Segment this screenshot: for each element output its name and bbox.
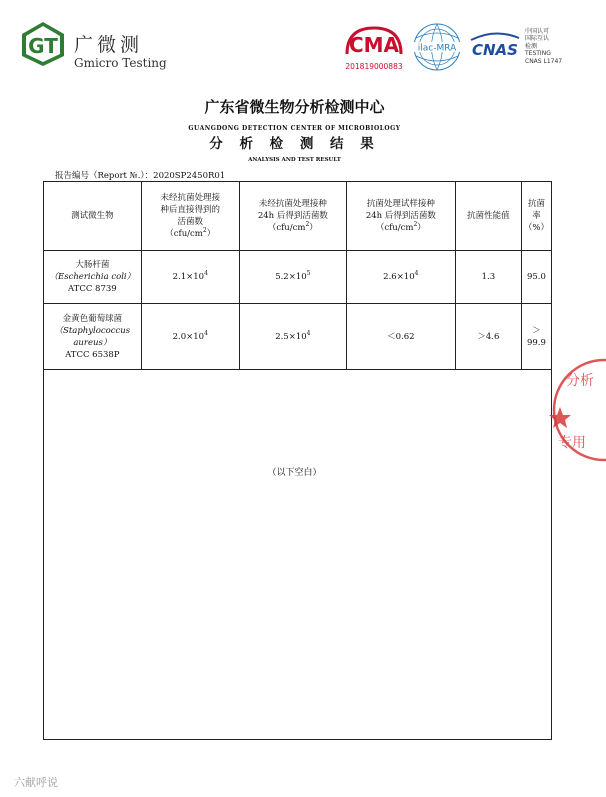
result-title-en: ANALYSIS AND TEST RESULT (248, 157, 341, 163)
gmicro-logo-icon (20, 21, 66, 67)
cnas-line: 国际互认 (525, 35, 550, 43)
antibacterial-value-cell: ＞4.6 (455, 304, 521, 370)
header-organism: 测试微生物 (44, 182, 142, 251)
antibacterial-rate-cell: ＞99.9 (521, 304, 551, 370)
blank-below-note: （以下空白） (267, 468, 322, 478)
header-treated-24h: 抗菌处理试样接种 24h 后得到活菌数 $(cfu/cm^2)$ (346, 182, 455, 251)
initial-count-cell: $2.1\times 10^4$ (141, 251, 239, 304)
control-24h-cell: $5.2\times 10^5$ (239, 251, 346, 304)
cnas-text: CNAS (472, 41, 518, 59)
cnas-line: CNAS L1747 (525, 57, 563, 65)
header-antibacterial-value: 抗菌性能值 (455, 182, 521, 251)
svg-text:专用: 专用 (558, 435, 586, 451)
cnas-line: TESTING (525, 50, 551, 58)
antibacterial-value-cell: 1.3 (455, 251, 521, 304)
center-title-en: GUANGDONG DETECTION CENTER OF MICROBIOLOGY (188, 125, 401, 132)
results-table (43, 181, 552, 370)
table-row (44, 251, 552, 304)
cma-mark (341, 24, 407, 72)
cnas-logo-icon (467, 30, 523, 60)
cnas-line: 中国认可 (525, 28, 550, 35)
footer-watermark: 六献呼说 (14, 776, 58, 789)
result-title-cn: 分 析 检 测 结 果 (209, 136, 380, 152)
cma-text: CMA (348, 33, 400, 57)
organism-cell: 大肠杆菌 （Escherichia coli） ATCC 8739 (44, 251, 142, 304)
cma-logo-icon (341, 24, 407, 60)
svg-text:GT: GT (28, 34, 58, 58)
treated-24h-cell: $2.6\times 10^4$ (346, 251, 455, 304)
antibacterial-rate-cell: 95.0 (521, 251, 551, 304)
brand-name-cn: 广微测 (74, 34, 144, 56)
official-stamp-icon (546, 355, 606, 465)
ilac-text: ilac-MRA (417, 43, 457, 54)
cma-number: 201819000883 (345, 62, 403, 71)
ilac-mra-logo-icon (408, 22, 466, 72)
cnas-accreditation-text (525, 28, 585, 65)
header-antibacterial-rate: 抗菌率 （%） (521, 182, 551, 251)
header-control-24h: 未经抗菌处理接种 24h 后得到活菌数 $(cfu/cm^2)$ (239, 182, 346, 251)
initial-count-cell: $2.0\times 10^4$ (141, 304, 239, 370)
treated-24h-cell: ＜0.62 (346, 304, 455, 370)
table-row (44, 304, 552, 370)
report-number: 报告编号（Report №.）：2020SP2450R01 (55, 171, 226, 181)
header-initial-count: 未经抗菌处理接 种后直接得到的 活菌数 $(cfu/cm^2)$ (141, 182, 239, 251)
table-header-row (44, 182, 552, 251)
svg-text:分析: 分析 (566, 373, 594, 389)
organism-cell: 金黄色葡萄球菌 （Staphylococcus aureus） ATCC 6538P (44, 304, 142, 370)
brand-name-en: Gmicro Testing (74, 56, 167, 70)
control-24h-cell: $2.5\times 10^4$ (239, 304, 346, 370)
cnas-line: 检测 (525, 42, 538, 50)
center-title-cn: 广东省微生物分析检测中心 (204, 98, 385, 116)
